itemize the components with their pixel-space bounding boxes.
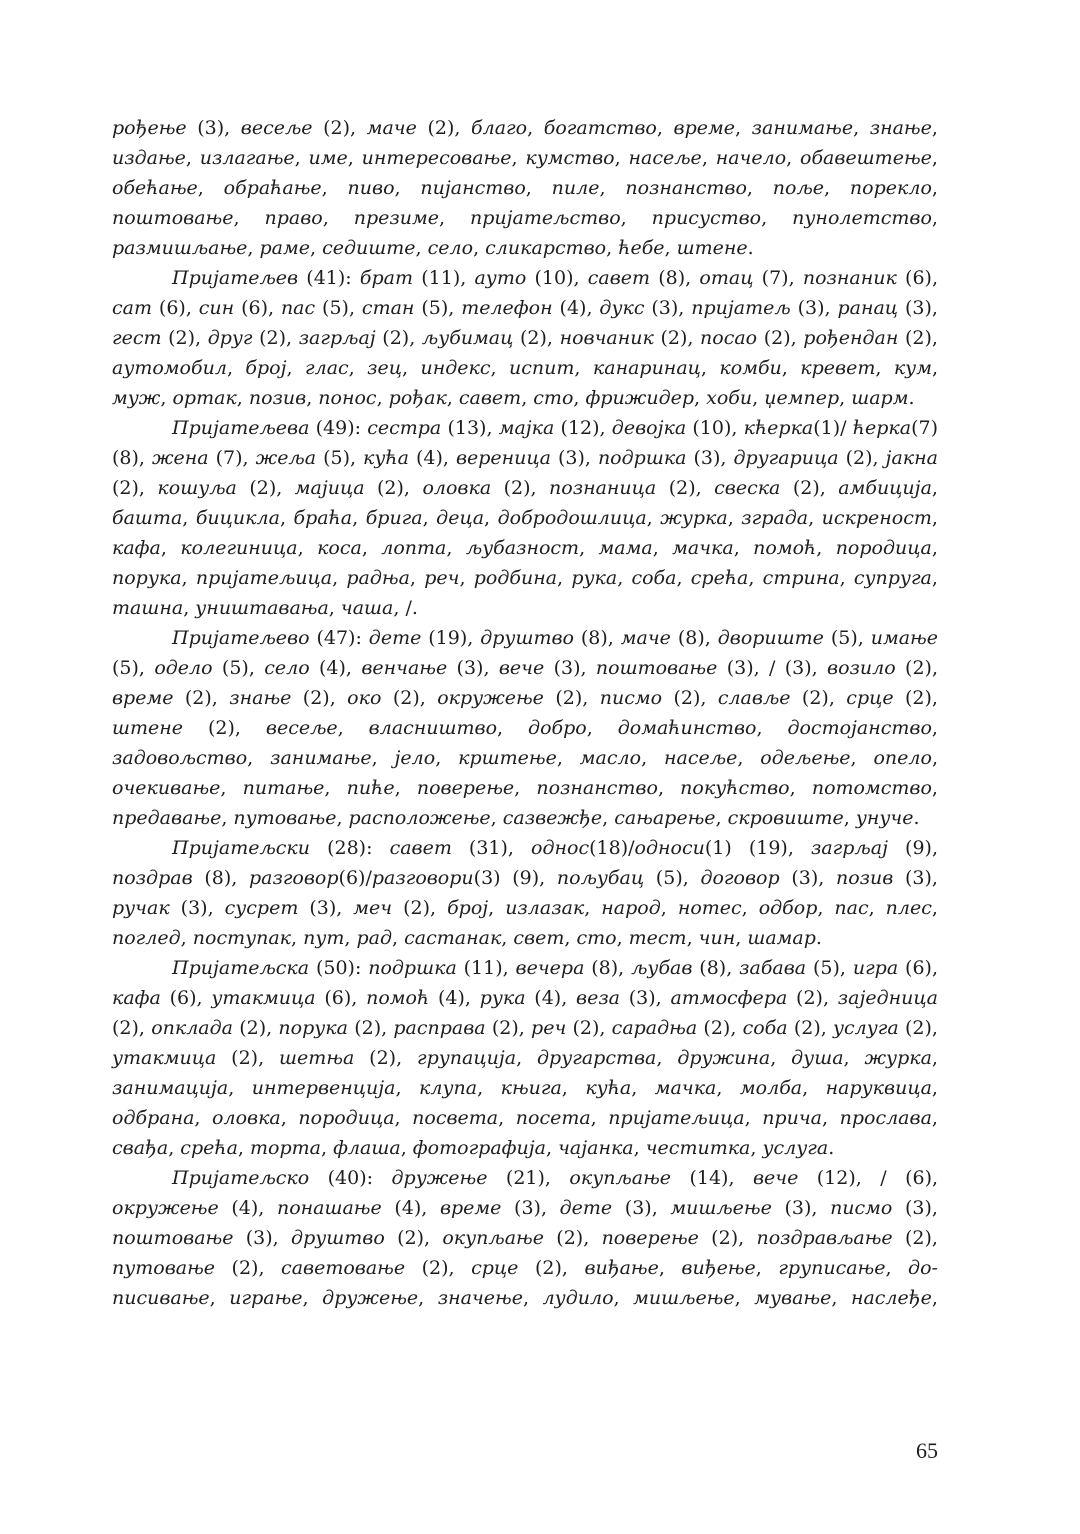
paragraph-6: Пријатељска (50): подршка (11), вечера (8), љубав (8), забава (5), игра (6), кафа (6), утакмица (6), помоћ (4), рука (4), веза (3), атмосфера (2), заједница (2), опклада (2), порука (2), расправа (2), реч (2), сарадња (2), соба (2), услуга (2), утакмица (2), шетња (2), групација, другарства, дружина, душа, журка, занимација, интервенција, клупа, књига, кућа, мачка, молба, наруквица, одбрана, оловка, породица, посвета, посета, пријатељица, прича, прослава, свађа, срећа, торта, флаша, фотографија, чајанка, честитка, услуга. — [112, 957, 938, 1159]
paragraph-4: Пријатељево (47): дете (19), друштво (8), маче (8), двориште (5), имање (5), одело (5), село (4), венчање (3), вече (3), поштовање (3), / (3), возило (2), време (2), знање (2), око (2), окружење (2), писмо (2), славље (2), срце (2), штене (2), весеље, власништво, добро, домаћинство, достојанство, задовољство, занимање, јело, крштење, масло, насеље, одељење, опело, очекивање, питање, пиће, поверење, познанство, покућство, потомство, предавање, путовање, расположење, сазвежђе, сањарење, скровиште, унуче. — [112, 627, 938, 829]
paragraph-5: Пријатељски (28): савет (31), однос(18)/односи(1) (19), загрљај (9), поздрав (8), разговор(6)/разговори(3) (9), пољубац (5), договор (3), позив (3), ручак (3), сусрет (3), меч (2), број, излазак, народ, нотес, одбор, пас, плес, поглед, поступак, пут, рад, састанак, свет, сто, тест, чин, шамар. — [112, 837, 938, 949]
paragraph-2: Пријатељев (41): брат (11), ауто (10), савет (8), отац (7), познаник (6), сат (6), син (6), пас (5), стан (5), телефон (4), дукс (3), пријатељ (3), ранац (3), гест (2), друг (2), загрљај (2), љубимац (2), новчаник (2), посао (2), рођендан (2), аутомобил, број, глас, зец, индекс, испит, канаринац, комби, кревет, кум, муж, ортак, позив, понос, рођак, савет, сто, фрижидер, хоби, џемпер, шарм. — [112, 267, 938, 409]
paragraph-7: Пријатељско (40): дружење (21), окупљање (14), вече (12), / (6), окружење (4), понашање (4), време (3), дете (3), мишљење (3), писмо (3), поштовање (3), друштво (2), окупљање (2), поверење (2), поздрављање (2), путовање (2), саветовање (2), срце (2), виђање, виђење, груписање, дописивање, играње, дружење, значење, лудило, мишљење, мување, наслеђе, — [112, 1167, 939, 1309]
paragraph-3: Пријатељева (49): сестра (13), мајка (12), девојка (10), кћерка(1)/ ћерка(7) (8), жена (7), жеља (5), кућа (4), вереница (3), подршка (3), другарица (2), јакна (2), кошуља (2), мајица (2), оловка (2), познаница (2), свеска (2), амбиција, башта, бицикла, браћа, брига, деца, добродошлица, журка, зграда, искреност, кафа, колегиница, коса, лопта, љубазност, мама, мачка, помоћ, породица, порука, пријатељица, радња, реч, родбина, рука, соба, срећа, стрина, супруга, ташна, уништавања, чаша, /. — [112, 417, 939, 619]
paragraph-1: рођење (3), весеље (2), маче (2), благо, богатство, време, занимање, знање, издање, излагање, име, интересовање, кумство, насеље, начело, обавештење, обећање, обраћање, пиво, пијанство, пиле, познанство, поље, порекло, поштовање, право, презиме, пријатељство, присуство, пунолетство, размишљање, раме, седиште, село, сликарство, ћебе, штене. — [112, 117, 938, 259]
body-text — [112, 113, 938, 1313]
page-number: 65 — [916, 1438, 938, 1463]
